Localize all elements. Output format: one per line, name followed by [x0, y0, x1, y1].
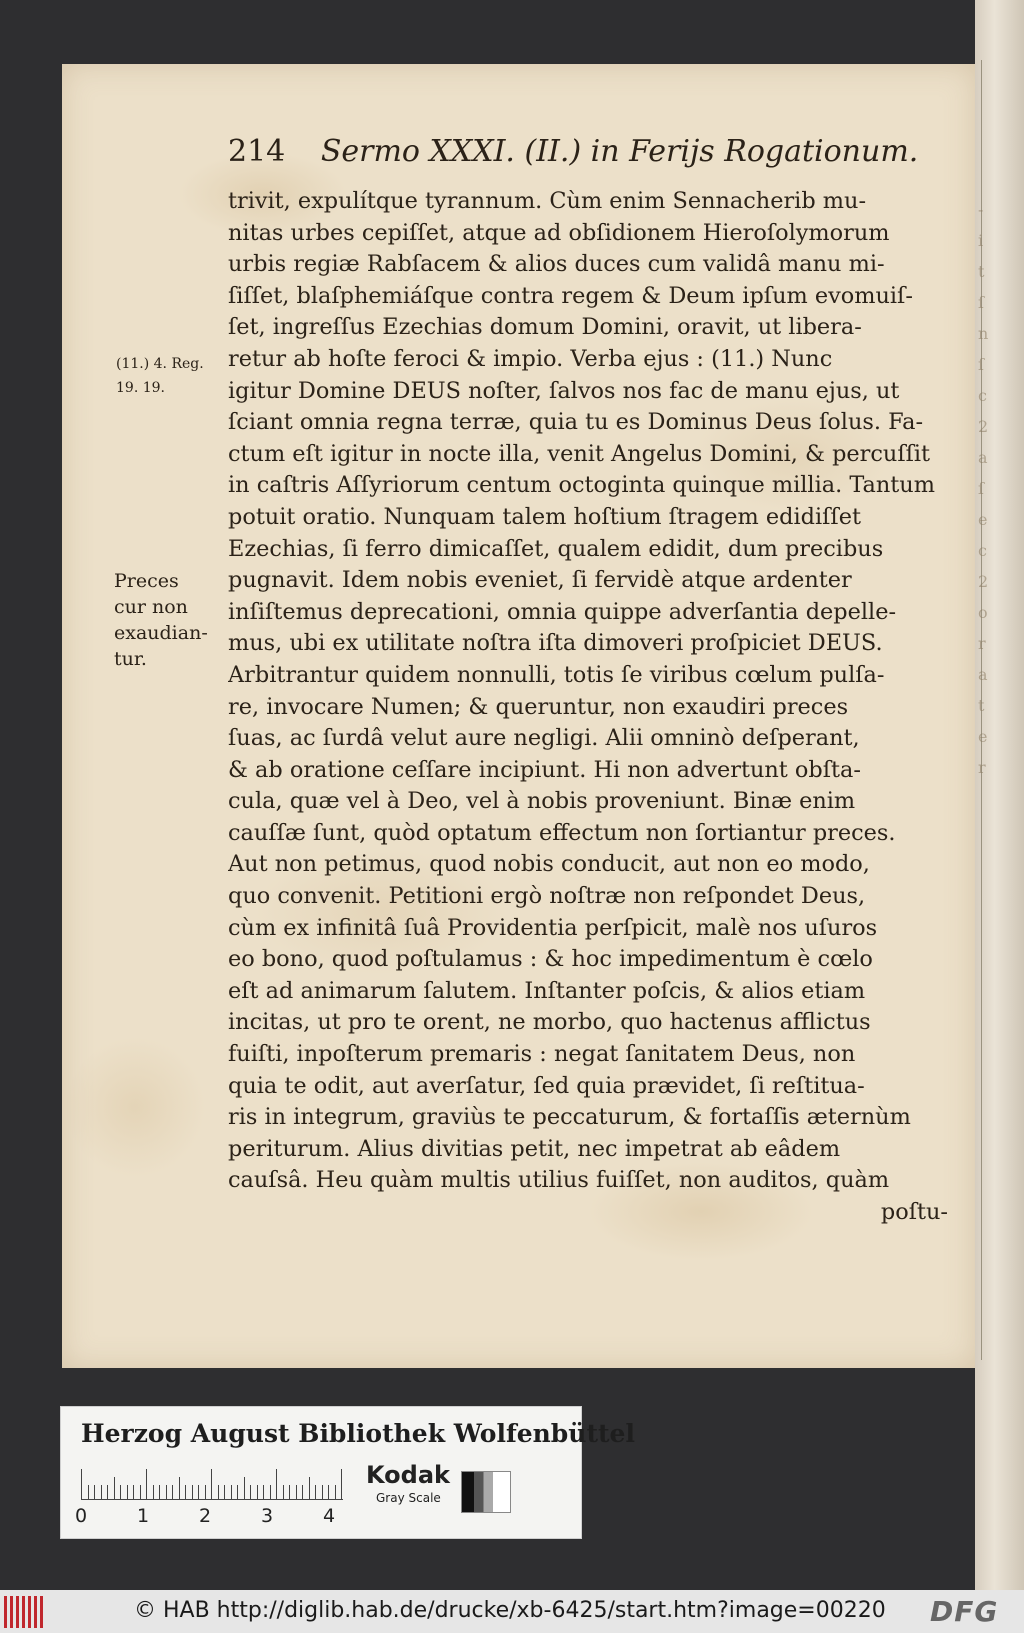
bleed-fragment: 2 [978, 572, 989, 591]
ruler-tick [335, 1485, 336, 1499]
ruler-tick [101, 1485, 102, 1499]
text-line: retur ab hoſte feroci & impio. Verba ejus : (11.) Nunc [228, 345, 833, 372]
ruler-tick [322, 1485, 323, 1499]
text-line: ſiſſet, blaſphemiáſque contra regem & Deum ipſum evomuiſ- [228, 282, 913, 309]
source-link[interactable]: © HAB http://diglib.hab.de/drucke/xb-6425/start.htm?image=00220 [134, 1598, 886, 1623]
margin-note-reference [116, 352, 204, 400]
margin-note-line: 19. 19. [116, 380, 165, 396]
ruler-tick [133, 1485, 134, 1499]
text-line: & ab oratione ceſſare incipiunt. Hi non advertunt obſta- [228, 756, 861, 783]
margin-note-line: (11.) 4. Reg. [116, 356, 204, 372]
text-line: trivit, expulítque tyrannum. Cùm enim Sennacherib mu- [228, 188, 867, 214]
ruler-tick [309, 1477, 310, 1499]
ruler-tick [94, 1485, 95, 1499]
text-line: mus, ubi ex utilitate noſtra iſta dimoveri proſpiciet DEUS. [228, 630, 883, 657]
text-line: quia te odit, aut averſatur, ſed quia prævidet, ſi reſtitua- [228, 1072, 865, 1099]
text-line: Arbitrantur quidem nonnulli, totis ſe viribus cœlum pulſa- [228, 661, 885, 688]
bleed-fragment: ſ [978, 293, 984, 312]
hab-barcode-icon [4, 1596, 46, 1628]
ruler-number: 2 [199, 1505, 212, 1527]
bleed-fragment: a [978, 665, 988, 684]
text-line: igitur Domine DEUS noſter, ſalvos nos fac de manu ejus, ut [228, 377, 900, 404]
ruler-tick [302, 1485, 303, 1499]
text-line: in caſtris Aſſyriorum centum octoginta quinque millia. Tantum [228, 472, 935, 499]
bleed-fragment: ſ [978, 355, 984, 374]
bleed-fragment: - [978, 200, 984, 219]
ruler-tick [244, 1477, 245, 1499]
running-title: Sermo XXXI. (II.) in Ferijs Rogationum. [320, 134, 919, 169]
ruler-tick [88, 1485, 89, 1499]
ruler-tick [114, 1477, 115, 1499]
ruler-tick [179, 1477, 180, 1499]
ruler-tick [276, 1469, 277, 1499]
text-line: re, invocare Numen; & queruntur, non exaudiri preces [228, 693, 849, 720]
ruler-tick [231, 1485, 232, 1499]
text-line: ſuas, ac ſurdâ velut aure negligi. Alii omninò deſperant, [228, 725, 860, 752]
ruler-tick [159, 1485, 160, 1499]
ruler-tick [270, 1485, 271, 1499]
bleed-fragment: e [978, 510, 988, 529]
catchword: poſtu- [880, 1199, 948, 1225]
text-line: potuit oratio. Nunquam talem hoſtium ſtragem edidiſſet [228, 503, 861, 530]
ruler-tick [140, 1485, 141, 1499]
ruler-tick [211, 1469, 212, 1499]
margin-note-line: cur non [114, 596, 188, 618]
ruler-number: 1 [137, 1505, 150, 1527]
ruler-tick [289, 1485, 290, 1499]
bleed-fragment: n [978, 324, 989, 343]
library-label-card [60, 1406, 635, 1539]
text-line: nitas urbes cepiſſet, atque ad obſidionem Hieroſolymorum [228, 219, 890, 246]
ruler-tick [315, 1485, 316, 1499]
text-line: inſiſtemus deprecationi, omnia quippe adverſantia depelle- [228, 598, 897, 625]
ruler-tick [341, 1469, 342, 1499]
text-line: cùm ex infinitâ ſuâ Providentia perſpicit, malè nos uſuros [228, 914, 878, 941]
text-line: Aut non petimus, quod nobis conducit, aut non eo modo, [228, 851, 870, 878]
ruler-tick [192, 1485, 193, 1499]
ruler-tick [283, 1485, 284, 1499]
bleed-fragment: r [978, 634, 986, 653]
scale-ruler [81, 1463, 351, 1503]
text-line: ſet, ingreſſus Ezechias domum Domini, oravit, ut libera- [228, 314, 862, 341]
text-line: fuiſti, inpoſterum premaris : negat ſanitatem Deus, non [228, 1041, 856, 1068]
text-line: Ezechias, ſi ferro dimicaſſet, qualem edidit, dum precibus [228, 535, 884, 562]
ruler-number: 4 [323, 1505, 336, 1527]
text-line: cauſſæ ſunt, quòd optatum effectum non ſortiantur preces. [228, 819, 896, 846]
gray-scale-label: Gray Scale [376, 1491, 441, 1505]
ruler-tick [263, 1485, 264, 1499]
bleed-fragment: i [978, 231, 984, 250]
ruler-tick [224, 1485, 225, 1499]
margin-note-line: exaudian- [114, 622, 208, 644]
book-page [62, 64, 975, 1368]
dfg-logo: DFG [930, 1595, 999, 1628]
bleed-fragment: c [978, 386, 987, 405]
bleed-fragment: t [978, 262, 985, 281]
ruler-tick [166, 1485, 167, 1499]
ruler-tick [296, 1485, 297, 1499]
bleed-fragment: ſ [978, 479, 984, 498]
ruler-tick [107, 1485, 108, 1499]
ruler-tick [237, 1485, 238, 1499]
text-line: incitas, ut pro te orent, ne morbo, quo hactenus afflictus [228, 1009, 871, 1036]
text-line: eo bono, quod poſtulamus : & hoc impedimentum è cœlo [228, 946, 873, 973]
ruler-number: 3 [261, 1505, 274, 1527]
text-line: pugnavit. Idem nobis eveniet, ſi fervidè atque ardenter [228, 567, 852, 594]
ruler-tick [172, 1485, 173, 1499]
text-line: periturum. Alius divitias petit, nec impetrat ab eâdem [228, 1135, 841, 1162]
bleed-fragment: r [978, 758, 986, 777]
ruler-tick [218, 1485, 219, 1499]
gray-scale-patches [461, 1471, 511, 1513]
running-head [228, 134, 948, 174]
ruler-tick [198, 1485, 199, 1499]
ruler-baseline [81, 1499, 343, 1500]
bleed-fragment: o [978, 603, 988, 622]
text-line: cauſsâ. Heu quàm multis utilius fuiſſet, non auditos, quàm [228, 1167, 890, 1194]
ruler-tick [120, 1485, 121, 1499]
margin-note-preces [114, 568, 208, 672]
body-text [228, 186, 948, 1229]
footer-bar [0, 1590, 1024, 1633]
bleed-fragment: a [978, 448, 988, 467]
ruler-tick [205, 1485, 206, 1499]
ruler-tick [250, 1485, 251, 1499]
ruler-tick [153, 1485, 154, 1499]
bleed-fragment: 2 [978, 417, 989, 436]
kodak-brand: Kodak [366, 1461, 450, 1489]
margin-note-line: Preces [114, 570, 179, 592]
ruler-tick [328, 1485, 329, 1499]
ruler-tick [257, 1485, 258, 1499]
bleed-fragment: c [978, 541, 987, 560]
text-line: ſciant omnia regna terræ, quia tu es Dominus Deus ſolus. Fa- [228, 409, 924, 436]
ruler-tick [81, 1469, 82, 1499]
ruler-tick [146, 1469, 147, 1499]
ruler-tick [185, 1485, 186, 1499]
ruler-number: 0 [75, 1505, 88, 1527]
text-line: urbis regiæ Rabſacem & alios duces cum validâ manu mi- [228, 251, 885, 278]
page-number: 214 [228, 134, 286, 169]
library-name: Herzog August Bibliothek Wolfenbüttel [81, 1419, 635, 1448]
text-line: eſt ad animarum ſalutem. Inſtanter poſcis, & alios etiam [228, 977, 866, 1004]
bleed-fragment: t [978, 696, 985, 715]
margin-note-line: tur. [114, 648, 147, 670]
bleed-fragment: e [978, 727, 988, 746]
ruler-tick [127, 1485, 128, 1499]
text-line: quo convenit. Petitioni ergò noſtræ non reſpondet Deus, [228, 883, 866, 910]
text-line: cula, quæ vel à Deo, vel à nobis proveniunt. Binæ enim [228, 788, 856, 815]
text-line: ris in integrum, graviùs te peccaturum, & fortaſſis æternùm [228, 1104, 911, 1131]
text-line: ctum eſt igitur in nocte illa, venit Angelus Domini, & percuſſit [228, 440, 931, 467]
